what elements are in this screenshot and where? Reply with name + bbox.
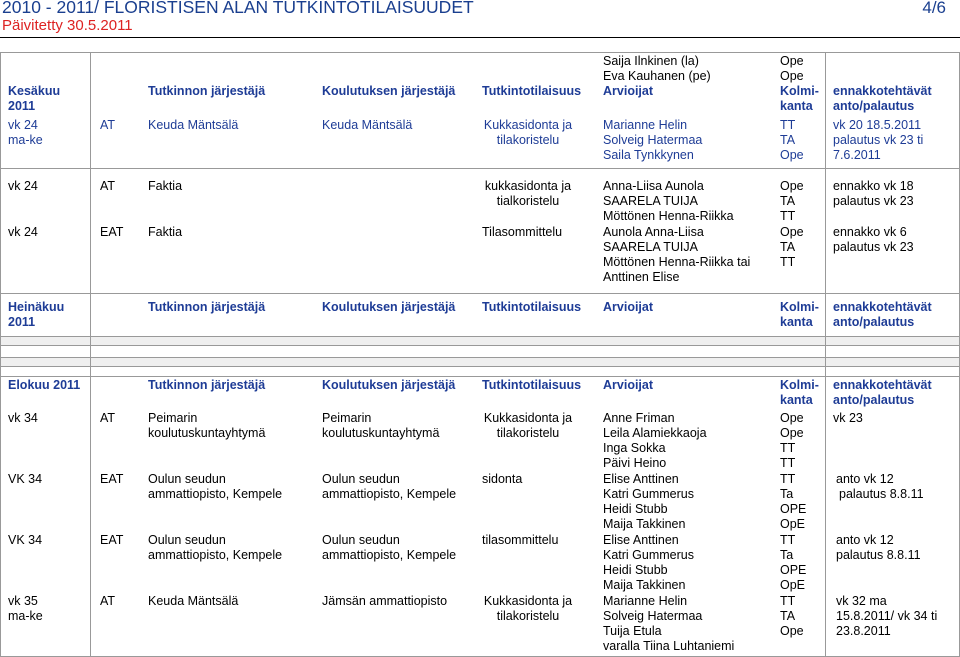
row-type: EAT — [100, 533, 124, 547]
row-exam: Tilasommittelu — [482, 225, 563, 239]
page-number: 4/6 — [922, 0, 946, 17]
row-evaluators: Marianne Helin Solveig Hatermaa Tuija Etula varalla Tiina Luhtaniemi — [603, 594, 735, 653]
col-line — [825, 52, 826, 657]
row-pre: anto vk 12 palautus 8.8.11 — [836, 533, 921, 562]
row-pre: ennakko vk 18 palautus vk 23 — [833, 179, 914, 208]
updated-date: Päivitetty 30.5.2011 — [2, 17, 133, 34]
header-trainer: Koulutuksen järjestäjä — [322, 84, 456, 98]
row-pre: ennakko vk 6 palautus vk 23 — [833, 225, 914, 254]
row-trainer: Jämsän ammattiopisto — [322, 594, 448, 608]
col-line — [0, 52, 1, 657]
row-trainer: Peimarin koulutuskuntayhtymä — [322, 411, 440, 440]
col-line — [90, 52, 91, 657]
row-exam: Kukkasidonta ja tilakoristelu — [483, 594, 573, 623]
row-organizer: Keuda Mäntsälä — [148, 118, 239, 132]
header-exam: Tutkintotilaisuus — [482, 300, 582, 314]
header-organizer: Tutkinnon järjestäjä — [148, 84, 266, 98]
row-evaluators: Anne Friman Leila Alamiekkaoja Inga Sokka Päivi Heino — [603, 411, 707, 470]
row-tri: TT Ta OPE OpE — [780, 533, 807, 592]
header-evaluators: Arvioijat — [603, 300, 654, 314]
row-week: vk 24 — [8, 225, 38, 239]
row-trainer: Oulun seudun ammattiopisto, Kempele — [322, 533, 457, 562]
header-tri: Kolmi- kanta — [780, 84, 819, 113]
row-exam: tilasommittelu — [482, 533, 559, 547]
row-line — [0, 168, 960, 169]
header-evaluators: Arvioijat — [603, 84, 654, 98]
row-trainer: Keuda Mäntsälä — [322, 118, 413, 132]
header-exam: Tutkintotilaisuus — [482, 378, 582, 392]
row-exam: Kukkasidonta ja tilakoristelu — [483, 118, 573, 147]
row-line — [0, 376, 960, 377]
row-exam: Kukkasidonta ja tilakoristelu — [483, 411, 573, 440]
header-trainer: Koulutuksen järjestäjä — [322, 378, 456, 392]
row-organizer: Faktia — [148, 225, 183, 239]
row-type: AT — [100, 118, 116, 132]
row-organizer: Faktia — [148, 179, 183, 193]
top-tri: Ope Ope — [780, 54, 804, 83]
header-tri: Kolmi- kanta — [780, 378, 819, 407]
row-evaluators: Elise Anttinen Katri Gummerus Heidi Stubb Maija Takkinen — [603, 533, 694, 592]
row-line — [0, 52, 960, 53]
row-type: EAT — [100, 225, 124, 239]
row-pre: vk 20 18.5.2011 palautus vk 23 ti 7.6.2011 — [833, 118, 924, 162]
header-pre: ennakkotehtävät anto/palautus — [833, 84, 932, 113]
header-organizer: Tutkinnon järjestäjä — [148, 300, 266, 314]
row-type: AT — [100, 179, 116, 193]
row-organizer: Oulun seudun ammattiopisto, Kempele — [148, 472, 283, 501]
row-evaluators: Anna-Liisa Aunola SAARELA TUIJA Möttönen Henna-Riikka — [603, 179, 734, 223]
document-title: 2010 - 2011/ FLORISTISEN ALAN TUTKINTOTILAISUUDET — [2, 0, 474, 17]
row-tri: TT Ta OPE OpE — [780, 472, 807, 531]
row-tri: Ope TA TT — [780, 179, 804, 223]
row-organizer: Peimarin koulutuskuntayhtymä — [148, 411, 266, 440]
row-tri: TT TA Ope — [780, 118, 804, 162]
header-exam: Tutkintotilaisuus — [482, 84, 582, 98]
header-pre: ennakkotehtävät anto/palautus — [833, 300, 932, 329]
month-label: Elokuu 2011 — [8, 378, 81, 392]
schedule-table — [0, 52, 960, 657]
row-line — [0, 293, 960, 294]
row-pre: anto vk 12 palautus 8.8.11 — [836, 472, 924, 501]
header-evaluators: Arvioijat — [603, 378, 654, 392]
row-line — [0, 345, 960, 346]
row-line — [0, 366, 960, 367]
row-week: VK 34 — [8, 533, 43, 547]
row-evaluators: Marianne Helin Solveig Hatermaa Saila Tynkkynen — [603, 118, 703, 162]
row-pre: vk 23 — [833, 411, 863, 425]
row-type: AT — [100, 411, 116, 425]
header-rule — [0, 37, 960, 38]
page-header — [0, 0, 960, 40]
row-tri: Ope Ope TT TT — [780, 411, 804, 470]
row-week: vk 24 ma-ke — [8, 118, 43, 147]
month-label: Heinäkuu 2011 — [8, 300, 65, 329]
spacer-row — [0, 337, 960, 345]
row-pre: vk 32 ma 15.8.2011/ vk 34 ti 23.8.2011 — [836, 594, 938, 638]
header-tri: Kolmi- kanta — [780, 300, 819, 329]
row-exam: sidonta — [482, 472, 523, 486]
top-evaluators: Saija Ilnkinen (la) Eva Kauhanen (pe) — [603, 54, 711, 83]
spacer-row — [0, 358, 960, 366]
row-type: AT — [100, 594, 116, 608]
row-evaluators: Aunola Anna-Liisa SAARELA TUIJA Möttönen Henna-Riikka tai Anttinen Elise — [603, 225, 751, 284]
row-week: vk 34 — [8, 411, 38, 425]
row-week: vk 24 — [8, 179, 38, 193]
row-organizer: Keuda Mäntsälä — [148, 594, 239, 608]
row-type: EAT — [100, 472, 124, 486]
month-label: Kesäkuu 2011 — [8, 84, 61, 113]
row-organizer: Oulun seudun ammattiopisto, Kempele — [148, 533, 283, 562]
row-week: VK 34 — [8, 472, 43, 486]
header-pre: ennakkotehtävät anto/palautus — [833, 378, 932, 407]
header-organizer: Tutkinnon järjestäjä — [148, 378, 266, 392]
row-tri: Ope TA TT — [780, 225, 804, 269]
row-evaluators: Elise Anttinen Katri Gummerus Heidi Stubb Maija Takkinen — [603, 472, 694, 531]
header-trainer: Koulutuksen järjestäjä — [322, 300, 456, 314]
row-week: vk 35 ma-ke — [8, 594, 43, 623]
row-exam: kukkasidonta ja tialkoristelu — [484, 179, 572, 208]
row-trainer: Oulun seudun ammattiopisto, Kempele — [322, 472, 457, 501]
row-tri: TT TA Ope — [780, 594, 804, 638]
